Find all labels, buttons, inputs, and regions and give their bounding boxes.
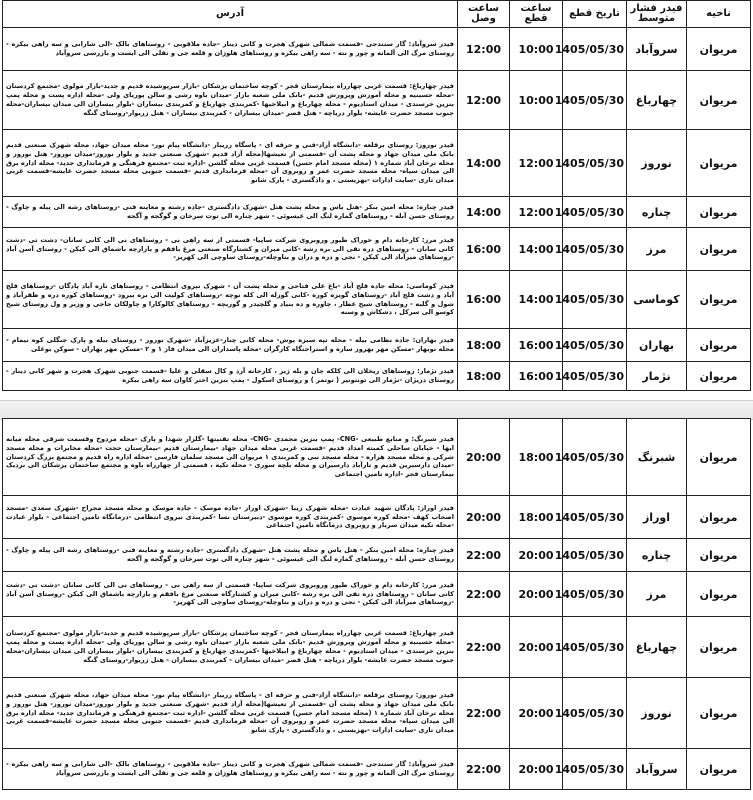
feeder-cell: چناره [627,539,687,572]
date-cell: 1405/05/30 [563,271,627,329]
feeder-cell: بهاران [627,329,687,362]
date-cell: 1405/05/30 [563,617,627,678]
cut-time-cell: 20:00 [510,617,563,678]
address-cell: فیدر سروآباد: گاز سنندجی -قسمت شمالی شهرک هجرت و کانی دینار -جاده ملاقوبی - روستاهای بالک -الی شارانی و سه راهی بیکره - روستای مرگ الی آلمانه و چور و نته - سه راهی بیکره و روستاهای هلوژان و قلعه جی و تفلی الی ایست و بازرسی سروآباد [3,749,458,790]
feeder-cell: سروآباد [627,749,687,790]
cut-time-cell: 18:00 [510,419,563,496]
date-cell: 1405/05/30 [563,228,627,271]
connect-time-cell: 22:00 [458,539,510,572]
address-cell: فیدر کوماسی: محله جاده قلج آباد -باغ علی فتاحی و محله پشت آن - شهرک نیروی انتظامی - روستاهای نازه آباد پادگان -روستاهای قلج آباد و دشت قلج آباد -روستاهای گویزه کوره -کانی گوزله الی کله نوچه -روستاهای کولیت الی بره بیرود -روستاهای کوره دره و ظفرآباد و شول و گلبه - روستاهای شیخ عطار ، چاوره و ده بنیاد و گلچیدر و گوریچه - روستاهای کالوکارا و چاولکان حاجی و وزیر و ول روستای شیخ کوسو الی سرکل ، دشکاش و وسنه [3,271,458,329]
connect-time-cell: 14:00 [458,197,510,228]
cut-time-cell: 14:00 [510,228,563,271]
schedule-sheet-top [2,0,751,400]
connect-time-cell: 22:00 [458,572,510,617]
region-cell: مریوان [687,362,751,391]
address-cell: فیدر چهارباغ: قسمت غربی چهارراه بیمارستان فجر - کوچه ساختمان پزشکان -بازار سرپوشیده قدیم و جدید-بازار مولوی -مجتمع کردستان -محله حسینیه و محله آموزش وپرورش قدیم -بانک ملی شعبه بازار -میدان باوه رشی و سالن پوریای ولی -محله اداره پست و محله پمپ بنزین خرسندی - میدان استادیوم - محله چهارباغ و ابیلاخیها -کمربندی چهارباغ و کمربندی بیساران -بلوار بیساران الی میدان بیساران-محله جنوب مسجد حضرت عایشه- بلوار دریاچه - هتل قصر -میدان بیساران - کمربندی بیساران - هتل زریوار-روستای گنگه [3,71,458,130]
outage-table-bottom [2,418,751,790]
table-row [3,71,751,130]
connect-time-cell: 16:00 [458,228,510,271]
date-cell: 1405/05/30 [563,130,627,197]
date-cell: 1405/05/30 [563,362,627,391]
table-row [3,130,751,197]
address-cell: فیدر بهاران: جاده نظامی بیله - محله تپه سبزه پوش- محله کانی چنار-عزیزآباد -شهرک نوروز - روستای بیله و پارک جنگلی کوه نیمام - محله نوبهار -مسکن مهر بهروز سازه و استراحتگاه کارگران -محله پاسداران الی میدان فاز ۱ و ۲ -مسکن مهر بهاران - سوکن بوعلی [3,329,458,362]
header-connect-time: ساعت وصل [458,1,510,28]
region-cell: مریوان [687,678,751,749]
connect-time-cell: 22:00 [458,678,510,749]
table-row [3,228,751,271]
address-cell: فیدر مرز: کارخانه دام و خوراک طیور وروبروی شرکت ساپیا- قسمتی از سه راهی نی - روستاهای نی الی کانی سانان -دشت تی -دشت کانی سانان - روستاهای دره تفی الی بره رشه -کانی میران و کشتارگاه صنعتی مرغ بافقم و بازارچه باشماق الی کیکن -روستای آسن آباد -روستاهای میرآباد الی کیکن - نجی و دره و دران و بناوچله-روستای ساوچی الی کهریز- [3,572,458,617]
cut-time-cell: 16:00 [510,362,563,391]
connect-time-cell: 20:00 [458,419,510,496]
cut-time-cell: 14:00 [510,271,563,329]
cut-time-cell: 20:00 [510,749,563,790]
connect-time-cell: 22:00 [458,617,510,678]
region-cell: مریوان [687,28,751,71]
connect-time-cell: 18:00 [458,329,510,362]
region-cell: مریوان [687,749,751,790]
table-row [3,271,751,329]
table-row [3,539,751,572]
date-cell: 1405/05/30 [563,197,627,228]
region-cell: مریوان [687,197,751,228]
table-row [3,419,751,496]
connect-time-cell: 16:00 [458,271,510,329]
connect-time-cell: 20:00 [458,496,510,539]
date-cell: 1405/05/30 [563,572,627,617]
address-cell: فیدر نژمار: روستاهای ریخلان الی کلکه جان و بله ژیر ، کارخانه آرد و کال سقلی و علیا -قسمت جنوبی شهرک هجرت و شهر کانی دینار - روستای دریژان -نژمار الی تونتونیر ( توتمر ) و روستای اسکول - پمپ بنزین اختر کاوان سه راهی بیکره [3,362,458,391]
address-cell: فیدر اوراز: پادگان شهید عبادت -محله شهرک زیبا -شهرک اوراز -جاده موسک - جاده موسک و محله مسجد مجراح -شهرک سعدی -مسجد اصحاب کهف -محله کوره موسوی -کمربندی کوره موسوی -دبیرستان نسا -کمربندی نیروی انتظامی -درمانگاه تامین اجتماعی - بلوار عبادت -محله تکیه میدان سرباز و روبروی درمانگاه تامین اجتماعی [3,496,458,539]
date-cell: 1405/05/30 [563,749,627,790]
cut-time-cell: 20:00 [510,539,563,572]
table-header [3,1,751,28]
header-region: ناحیه [687,1,751,28]
feeder-cell: مرز [627,572,687,617]
feeder-cell: مرز [627,228,687,271]
header-address: آدرس [3,1,458,28]
table-row [3,362,751,391]
address-cell: فیدر چهارباغ: قسمت غربی چهارراه بیمارستان فجر - کوچه ساختمان پزشکان -بازار سرپوشیده قدیم و جدید-بازار مولوی -مجتمع کردستان -محله حسینیه و محله آموزش وپرورش قدیم -بانک ملی شعبه بازار -میدان باوه رشی و سالن پوریای ولی -محله اداره پست و محله پمپ بنزین خرسندی - میدان استادیوم - محله چهارباغ و ابیلاخیها -کمربندی چهارباغ و کمربندی بیساران -بلوار بیساران الی میدان بیساران-محله جنوب مسجد حضرت عایشه- بلوار دریاچه - هتل قصر -میدان بیساران - کمربندی بیساران - هتل زریوار-روستای گنگه [3,617,458,678]
region-cell: مریوان [687,617,751,678]
date-cell: 1405/05/30 [563,496,627,539]
date-cell: 1405/05/30 [563,419,627,496]
cut-time-cell: 18:00 [510,496,563,539]
header-feeder: فیدر فشار متوسط [627,1,687,28]
date-cell: 1405/05/30 [563,678,627,749]
address-cell: فیدر نوروز: روستای برقلعه -دانشگاه آزاد-فنی و حرفه ای - پاسگاه زریبار -دانشگاه پیام نور- محله میدان جهاد، محله شهرک صنعتی قدیم بانک ملی میدان جهاد و محله پشت آن -قسمتی از تعیشها(محله آزاد قدیم -شهرک صنعتی جدید و بلوار نوروز-میدان نوروز- هتل نوروز و محله ترخان آباد شماره ۱ (محله مسجد امام حسن) قسمت غربی محله گلشن -اداره ثبت -مجتمع فرهنگی و فرمانداری جدید- محله اداره برق الی میدان سپاه- محله مسجد حضرت عمر و روبروی آن -محله فرمانداری قدیم -قسمت جنوبی محله مسجد حضرت عایشه-قسمت غربی میدان تاری -سایت ادارات -بهزیستی ، و دادگستری - پارک شانو [3,678,458,749]
region-cell: مریوان [687,71,751,130]
region-cell: مریوان [687,572,751,617]
region-cell: مریوان [687,496,751,539]
cut-time-cell: 10:00 [510,28,563,71]
feeder-cell: چهارباغ [627,617,687,678]
table-row [3,572,751,617]
date-cell: 1405/05/30 [563,28,627,71]
connect-time-cell: 22:00 [458,749,510,790]
feeder-cell: نوروز [627,678,687,749]
cut-time-cell: 20:00 [510,572,563,617]
cut-time-cell: 10:00 [510,71,563,130]
table-row [3,496,751,539]
table-row [3,749,751,790]
connect-time-cell: 14:00 [458,130,510,197]
cut-time-cell: 20:00 [510,678,563,749]
table-row [3,197,751,228]
header-date: تاریخ قطع [563,1,627,28]
region-cell: مریوان [687,419,751,496]
schedule-sheet-bottom [2,418,751,798]
connect-time-cell: 12:00 [458,71,510,130]
feeder-cell: نژمار [627,362,687,391]
table-row [3,617,751,678]
table-row [3,28,751,71]
feeder-cell: نوروز [627,130,687,197]
address-cell: فیدر چناره: محله امین بنکر - هتل یاس و محله پشت هتل -شهرک دادگستری -جاده رشته و معاینه فنی -روستاهای رشه الی پیله و چاوگ - روستای حسن آبله - روستاهای گماره لنگ الی عیسوئی - شهر چناره الی توت سرخان و گوگجه و آگجه [3,539,458,572]
feeder-cell: چناره [627,197,687,228]
header-cut-time: ساعت قطع [510,1,563,28]
table-row [3,678,751,749]
date-cell: 1405/05/30 [563,71,627,130]
region-cell: مریوان [687,130,751,197]
address-cell: فیدر نوروز: روستای برقلعه -دانشگاه آزاد-فنی و حرفه ای - پاسگاه زریبار -دانشگاه پیام نور- محله میدان جهاد، محله شهرک صنعتی قدیم بانک ملی میدان جهاد و محله پشت آن -قسمتی از تعیشها(محله آزاد قدیم -شهرک صنعتی جدید و بلوار نوروز-میدان نوروز- هتل نوروز و محله ترخان آباد شماره ۱ (محله مسجد امام حسن) قسمت غربی محله گلشن -اداره ثبت -مجتمع فرهنگی و فرمانداری جدید- محله اداره برق الی میدان سپاه- محله مسجد حضرت عمر و روبروی آن -محله فرمانداری قدیم -قسمت جنوبی محله مسجد حضرت عایشه-قسمت غربی میدان تاری -سایت ادارات -بهزیستی ، و دادگستری - پارک شانو [3,130,458,197]
address-cell: فیدر سروآباد: گاز سنندجی -قسمت شمالی شهرک هجرت و کانی دینار -جاده ملاقوبی - روستاهای بالک -الی شارانی و سه راهی بیکره - روستای مرگ الی آلمانه و چور و نته - سه راهی بیکره و روستاهای هلوژان و قلعه جی و تفلی الی ایست و بازرسی سروآباد [3,28,458,71]
table-row [3,329,751,362]
region-cell: مریوان [687,539,751,572]
address-cell: فیدر چناره: محله امین بنکر -هتل یاس و محله پشت هتل -شهرک دادگستری -جاده رشته و معاینه فنی -روستاهای رشه الی پیله و چاوگ - روستای حسن آبله - روستاهای گماره لنگ الی عیسوئی - شهر چناره الی توت سرخان و گوگجه و آگجه [3,197,458,228]
date-cell: 1405/05/30 [563,329,627,362]
cut-time-cell: 12:00 [510,197,563,228]
cut-time-cell: 16:00 [510,329,563,362]
connect-time-cell: 18:00 [458,362,510,391]
feeder-cell: کوماسی [627,271,687,329]
feeder-cell: سروآباد [627,28,687,71]
address-cell: فیدر مرز: کارخانه دام و خوراک طیور وروبروی شرکت ساپیا- قسمتی از سه راهی نی - روستاهای نی الی کانی سانان- دشت تی -دشت کانی سانان - روستاهای دره تفی الی بره رشه -کانی میران و کشتارگاه صنعتی مرغ بافقم و بازارچه باشماق الی کیکن - روستای آسن آباد -روستاهای میرآباد الی کیکن - نجی و دره و دران و بناوچله-روستای ساوچی الی کهریز- [3,228,458,271]
page-break [0,400,753,420]
date-cell: 1405/05/30 [563,539,627,572]
cut-time-cell: 12:00 [510,130,563,197]
connect-time-cell: 12:00 [458,28,510,71]
address-cell: فیدر شبرنگ: و منابع طبیعی -CNG- پمپ بنزین محمدی -CNG- محله تفنیتها -گلزار شهدا و پارک -محله مردوخ وقسمت شرقی محله میانه ایها - خیابان ساحلی کمیته امداد قدیم -قسمت غربی محله میدان جهاد -بیمارستان قدیم -بیمارستان حجت -محله مخابرات و محله مسجد شرکی و محله مسجد هزاره - محله مسجد نبی و کمربندی ۱ مریوان الی مسجد سلمان فارسی -محله اداره راه قدیم و مجتمع بزرگ کردستان -میدان دارسیرین قدیم و تارآباد دارسیران و محله بلچه سوری - محله تکیه ، قسمتی از چهارراه باوه و مجتمع ساختمان پزشکان الی نزدیک بیمارستان فجر -اداره تامین اجتماعی [3,419,458,496]
region-cell: مریوان [687,329,751,362]
region-cell: مریوان [687,271,751,329]
region-cell: مریوان [687,228,751,271]
outage-table-top [2,0,751,391]
feeder-cell: اوراز [627,496,687,539]
feeder-cell: شبرنگ [627,419,687,496]
feeder-cell: چهارباغ [627,71,687,130]
